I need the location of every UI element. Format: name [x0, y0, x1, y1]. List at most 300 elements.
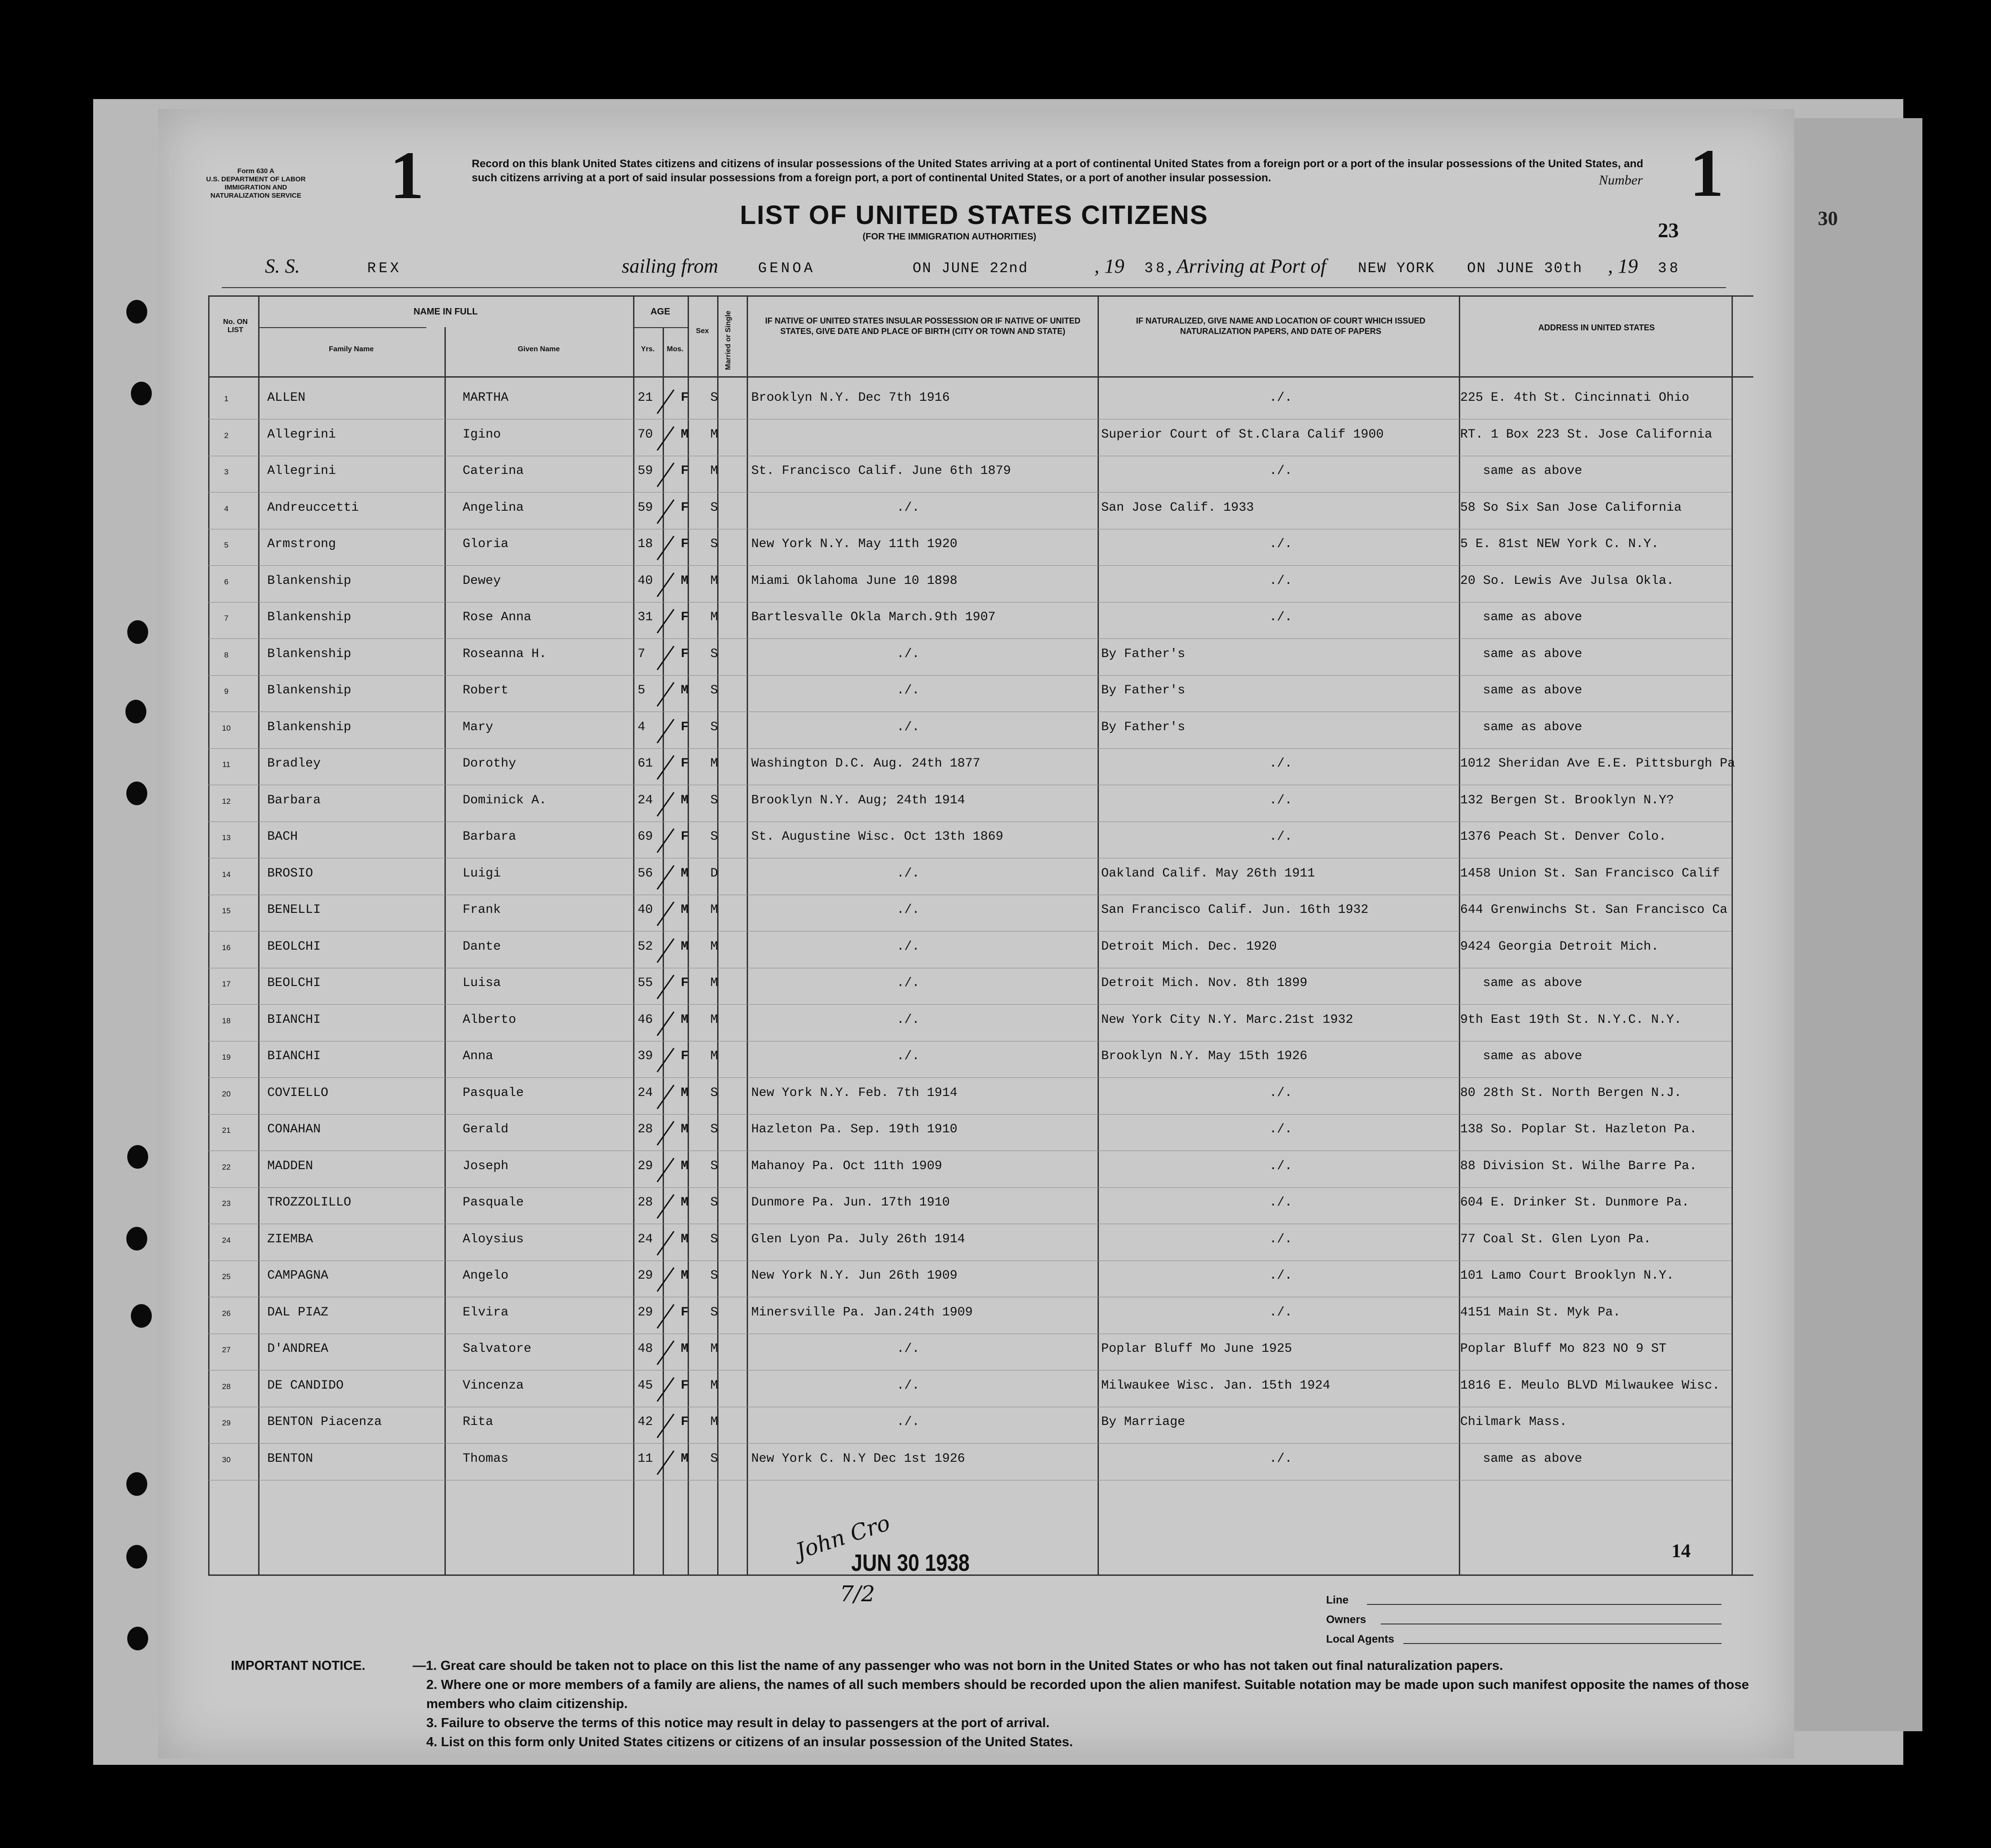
cell-nat: By Father's [1101, 683, 1185, 697]
cell-sex: F [681, 537, 689, 551]
table-row [208, 423, 1753, 459]
cell-sex: M [681, 1232, 689, 1246]
cell-given: Anna [463, 1049, 494, 1063]
check-slash [657, 975, 674, 999]
cell-family: Blankenship [267, 720, 351, 734]
cell-ms: S [710, 1122, 718, 1136]
cell-family: ALLEN [267, 391, 306, 405]
cell-birth: New York N.Y. Feb. 7th 1914 [751, 1086, 958, 1100]
cell-addr: Poplar Bluff Mo 823 NO 9 ST [1460, 1342, 1667, 1356]
check-slash [657, 719, 674, 743]
cell-addr: same as above [1483, 1452, 1582, 1466]
cell-birth: Glen Lyon Pa. July 26th 1914 [751, 1232, 965, 1246]
cell-no: 20 [222, 1090, 231, 1098]
cell-addr: 9424 Georgia Detroit Mich. [1460, 940, 1659, 954]
cell-birth: Hazleton Pa. Sep. 19th 1910 [751, 1122, 958, 1136]
cell-no: 13 [222, 833, 231, 842]
departure-year-prefix: , 19 [1094, 255, 1124, 277]
cell-sex: F [681, 1305, 689, 1320]
check-slash [657, 1267, 674, 1292]
cell-birth: ./. [897, 867, 920, 881]
check-slash [657, 426, 674, 451]
cell-age: 21 [638, 391, 653, 405]
header-address: ADDRESS IN UNITED STATES [1538, 323, 1655, 332]
punch-hole [131, 382, 152, 405]
cell-addr: 225 E. 4th St. Cincinnati Ohio [1460, 391, 1690, 405]
cell-no: 17 [222, 980, 231, 988]
check-slash [657, 609, 674, 633]
header-family-name: Family Name [329, 345, 374, 353]
cell-given: Dominick A. [463, 793, 547, 807]
cell-addr: 132 Bergen St. Brooklyn N.Y? [1460, 793, 1674, 807]
arrival-year-prefix: , 19 [1608, 255, 1638, 277]
cell-age: 28 [638, 1195, 653, 1210]
cell-sex: M [681, 683, 689, 697]
cell-nat: ./. [1269, 830, 1292, 844]
cell-family: Blankenship [267, 647, 351, 661]
line-field-rule [1367, 1604, 1722, 1605]
table-row [208, 533, 1753, 569]
table-row [208, 1301, 1753, 1337]
cell-ms: M [710, 1049, 718, 1063]
arriving-label: , Arriving at Port of [1167, 255, 1326, 277]
cell-nat: ./. [1269, 464, 1292, 478]
cell-nat: ./. [1269, 1122, 1292, 1136]
table-row [208, 935, 1753, 971]
header-birth: IF NATIVE OF UNITED STATES INSULAR POSSESSION OR IF NATIVE OF UNITED STATES, GIVE DATE AND PLACE OF BIRTH (CITY OR TOWN AND STATE) [765, 316, 1081, 336]
number-label: Number [1599, 173, 1643, 188]
cell-addr: 20 So. Lewis Ave Julsa Okla. [1460, 574, 1674, 588]
cell-addr: same as above [1483, 610, 1582, 624]
cell-nat: By Father's [1101, 647, 1185, 661]
cell-family: Armstrong [267, 537, 336, 551]
cell-given: Dante [463, 940, 501, 954]
punch-hole [127, 1145, 148, 1169]
cell-family: Bradley [267, 757, 321, 771]
cell-ms: S [710, 793, 718, 807]
cell-no: 3 [224, 468, 229, 476]
cell-no: 23 [222, 1199, 231, 1208]
cell-given: Angelina [463, 501, 524, 515]
cell-sex: F [681, 720, 689, 734]
cell-family: Blankenship [267, 574, 351, 588]
cell-birth: ./. [897, 1013, 920, 1027]
check-slash [657, 1450, 674, 1475]
cell-nat: ./. [1269, 1305, 1292, 1320]
check-slash [657, 755, 674, 780]
cell-birth: ./. [897, 903, 920, 917]
cell-birth: St. Augustine Wisc. Oct 13th 1869 [751, 830, 1003, 844]
cell-birth: New York C. N.Y Dec 1st 1926 [751, 1452, 965, 1466]
cell-no: 10 [222, 724, 231, 732]
cell-nat: New York City N.Y. Marc.21st 1932 [1101, 1013, 1353, 1027]
cell-sex: F [681, 757, 689, 771]
cell-given: MARTHA [463, 391, 509, 405]
cell-no: 7 [224, 614, 229, 623]
arrival-port: NEW YORK [1358, 260, 1435, 277]
name-subheader-line [258, 327, 426, 328]
cell-given: Gerald [463, 1122, 509, 1136]
cell-age: 7 [638, 647, 645, 661]
check-slash [657, 902, 674, 926]
cell-addr: same as above [1483, 720, 1582, 734]
row-divider [208, 1114, 1732, 1115]
cell-age: 24 [638, 1086, 653, 1100]
cell-ms: M [710, 757, 718, 771]
cell-addr: 58 So Six San Jose California [1460, 501, 1682, 515]
cell-given: Caterina [463, 464, 524, 478]
check-slash [657, 1158, 674, 1182]
cell-no: 4 [224, 504, 229, 513]
cell-nat: Poplar Bluff Mo June 1925 [1101, 1342, 1292, 1356]
cell-addr: 1458 Union St. San Francisco Calif [1460, 867, 1720, 881]
cell-age: 40 [638, 903, 653, 917]
cell-given: Gloria [463, 537, 509, 551]
cell-addr: 1376 Peach St. Denver Colo. [1460, 830, 1667, 844]
punch-hole [126, 1227, 147, 1250]
cell-age: 29 [638, 1305, 653, 1320]
cell-age: 59 [638, 464, 653, 478]
cell-given: Luigi [463, 867, 501, 881]
row-divider [208, 1077, 1732, 1078]
cell-no: 6 [224, 578, 229, 586]
cell-family: BROSIO [267, 867, 313, 881]
cell-nat: ./. [1269, 1452, 1292, 1466]
cell-birth: Dunmore Pa. Jun. 17th 1910 [751, 1195, 950, 1210]
cell-birth: Brooklyn N.Y. Aug; 24th 1914 [751, 793, 965, 807]
check-slash [657, 1231, 674, 1255]
cell-sex: F [681, 464, 689, 478]
cell-birth: ./. [897, 940, 920, 954]
cell-sex: M [681, 574, 689, 588]
cell-nat: Oakland Calif. May 26th 1911 [1101, 867, 1315, 881]
cell-nat: Milwaukee Wisc. Jan. 15th 1924 [1101, 1379, 1331, 1393]
cell-family: CAMPAGNA [267, 1269, 329, 1283]
cell-age: 40 [638, 574, 653, 588]
cell-sex: M [681, 940, 689, 954]
cell-addr: 1816 E. Meulo BLVD Milwaukee Wisc. [1460, 1379, 1720, 1393]
cell-sex: M [681, 1122, 689, 1136]
table-row [208, 459, 1753, 496]
table-row [208, 752, 1753, 788]
cell-no: 12 [222, 797, 231, 806]
header-sex: Sex [696, 327, 709, 335]
agents-field-rule [1403, 1643, 1722, 1644]
cell-given: Rose Anna [463, 610, 532, 624]
row-divider [208, 638, 1732, 639]
table-row [208, 971, 1753, 1008]
cell-nat: ./. [1269, 1195, 1292, 1210]
cell-given: Dorothy [463, 757, 516, 771]
check-slash [657, 1121, 674, 1146]
cell-nat: Detroit Mich. Dec. 1920 [1101, 940, 1277, 954]
cell-ms: S [710, 647, 718, 661]
voyage-underline [222, 287, 1726, 288]
cell-age: 70 [638, 428, 653, 442]
header-yrs: Yrs. [641, 345, 655, 353]
cell-ms: S [710, 1269, 718, 1283]
cell-addr: 644 Grenwinchs St. San Francisco Ca [1460, 903, 1728, 917]
table-row [208, 825, 1753, 862]
cell-family: BENTON [267, 1452, 313, 1466]
header-given-name: Given Name [518, 345, 560, 353]
check-slash [657, 389, 674, 414]
cell-given: Dewey [463, 574, 501, 588]
cell-ms: M [710, 976, 718, 990]
cell-ms: M [710, 1013, 718, 1027]
cell-nat: ./. [1269, 1086, 1292, 1100]
table-row [208, 386, 1753, 423]
header-married-single: Married or Single [724, 310, 732, 370]
cell-age: 29 [638, 1269, 653, 1283]
cell-sex: F [681, 1049, 689, 1063]
cell-birth: New York N.Y. Jun 26th 1909 [751, 1269, 958, 1283]
table-row [208, 789, 1753, 825]
cell-sex: M [681, 867, 689, 881]
cell-birth: Brooklyn N.Y. Dec 7th 1916 [751, 391, 950, 405]
cell-addr: 80 28th St. North Bergen N.J. [1460, 1086, 1682, 1100]
cell-no: 9 [224, 687, 229, 696]
handwritten-initials: 7/2 [840, 1581, 875, 1607]
cell-given: Rita [463, 1415, 494, 1429]
cell-given: Pasquale [463, 1086, 524, 1100]
cell-birth: Mahanoy Pa. Oct 11th 1909 [751, 1159, 943, 1173]
table-row [208, 862, 1753, 898]
cell-birth: ./. [897, 1342, 920, 1356]
cell-sex: F [681, 1415, 689, 1429]
cell-no: 8 [224, 651, 229, 659]
cell-no: 2 [224, 431, 229, 440]
cell-nat: ./. [1269, 537, 1292, 551]
check-slash [657, 646, 674, 670]
background-page-edge [1772, 118, 1922, 1731]
table-row [208, 569, 1753, 606]
cell-nat: Detroit Mich. Nov. 8th 1899 [1101, 976, 1307, 990]
cell-age: 24 [638, 1232, 653, 1246]
cell-birth: ./. [897, 1379, 920, 1393]
cell-birth: ./. [897, 1415, 920, 1429]
cell-no: 28 [222, 1382, 231, 1391]
punch-hole [126, 1472, 147, 1496]
check-slash [657, 828, 674, 853]
cell-no: 5 [224, 541, 229, 549]
intro-text: Record on this blank United States citizens and citizens of insular possessions of the United States arriving at a port of continental United States from a foreign port or a port of the insular possessions of the United States, and such citizens arriving at a port of said insular possessions from a foreign port, a port of continental United States, or a port of another insular possession. [472, 158, 1643, 184]
check-slash [657, 499, 674, 524]
sailing-from-label: sailing from [622, 255, 719, 277]
cell-family: Blankenship [267, 610, 351, 624]
punch-hole [127, 1627, 148, 1650]
check-slash [657, 1304, 674, 1329]
cell-ms: D [710, 867, 718, 881]
cell-ms: S [710, 501, 718, 515]
header-name-in-full: NAME IN FULL [413, 307, 478, 317]
check-slash [657, 1194, 674, 1219]
table-row [208, 1228, 1753, 1264]
row-divider [208, 748, 1732, 749]
check-slash [657, 1414, 674, 1438]
cell-family: BIANCHI [267, 1049, 321, 1063]
table-row [208, 606, 1753, 642]
cell-given: Barbara [463, 830, 516, 844]
cell-birth: St. Francisco Calif. June 6th 1879 [751, 464, 1011, 478]
header-naturalized: IF NATURALIZED, GIVE NAME AND LOCATION OF COURT WHICH ISSUED NATURALIZATION PAPERS, AND DATE OF PAPERS [1136, 316, 1426, 336]
cell-age: 59 [638, 501, 653, 515]
cell-family: DAL PIAZ [267, 1305, 329, 1320]
cell-birth: ./. [897, 976, 920, 990]
cell-no: 1 [224, 394, 229, 403]
cell-family: Blankenship [267, 683, 351, 697]
cell-addr: 4151 Main St. Myk Pa. [1460, 1305, 1621, 1320]
cell-age: 69 [638, 830, 653, 844]
cell-sex: M [681, 903, 689, 917]
cell-birth: ./. [897, 683, 920, 697]
table-header-border [208, 376, 1753, 378]
cell-family: Barbara [267, 793, 321, 807]
official-signature: John Cro [793, 1510, 893, 1564]
cell-given: Roseanna H. [463, 647, 547, 661]
cell-given: Salvatore [463, 1342, 532, 1356]
cell-age: 52 [638, 940, 653, 954]
age-subheader-line [633, 327, 688, 328]
cell-age: 11 [638, 1452, 653, 1466]
cell-ms: M [710, 940, 718, 954]
punch-hole [131, 1304, 152, 1328]
cell-age: 61 [638, 757, 653, 771]
punch-hole [126, 1545, 147, 1569]
cell-given: Igino [463, 428, 501, 442]
cell-birth: Minersville Pa. Jan.24th 1909 [751, 1305, 973, 1320]
cell-no: 26 [222, 1309, 231, 1318]
cell-birth: ./. [897, 720, 920, 734]
cell-no: 22 [222, 1163, 231, 1171]
check-slash [657, 573, 674, 597]
cell-ms: S [710, 1086, 718, 1100]
cell-family: MADDEN [267, 1159, 313, 1173]
cell-ms: M [710, 1415, 718, 1429]
header-mos: Mos. [667, 345, 684, 353]
cell-no: 16 [222, 943, 231, 952]
cell-no: 14 [222, 870, 231, 879]
table-row [208, 1008, 1753, 1045]
cell-no: 29 [222, 1419, 231, 1427]
cell-no: 11 [222, 760, 230, 769]
table-row [208, 679, 1753, 715]
check-slash [657, 792, 674, 817]
cell-ms: M [710, 464, 718, 478]
row-divider [208, 1187, 1732, 1188]
cell-age: 24 [638, 793, 653, 807]
cell-sex: M [681, 1013, 689, 1027]
cell-given: Frank [463, 903, 501, 917]
cell-family: BEOLCHI [267, 976, 321, 990]
table-top-border [208, 295, 1753, 297]
cell-no: 15 [222, 907, 231, 915]
cell-age: 29 [638, 1159, 653, 1173]
corner-number: 30 [1818, 207, 1838, 229]
cell-birth: ./. [897, 1049, 920, 1063]
cell-family: Allegrini [267, 464, 336, 478]
cell-birth: ./. [897, 501, 920, 515]
cell-sex: M [681, 793, 689, 807]
manifest-sheet [158, 109, 1794, 1758]
cell-nat: ./. [1269, 1232, 1292, 1246]
footer-fields: Line Owners Local Agents [1326, 1594, 1394, 1645]
cell-birth: ./. [897, 647, 920, 661]
cell-ms: S [710, 720, 718, 734]
cell-addr: 5 E. 81st NEW York C. N.Y. [1460, 537, 1659, 551]
check-slash [657, 463, 674, 487]
cell-ms: S [710, 391, 718, 405]
cell-addr: same as above [1483, 647, 1582, 661]
cell-family: CONAHAN [267, 1122, 321, 1136]
cell-sex: M [681, 428, 689, 442]
cell-age: 55 [638, 976, 653, 990]
cell-family: ZIEMBA [267, 1232, 313, 1246]
cell-sex: F [681, 501, 689, 515]
cell-given: Luisa [463, 976, 501, 990]
cell-no: 30 [222, 1455, 231, 1464]
date-stamp: JUN 30 1938 [851, 1550, 970, 1576]
table-row [208, 716, 1753, 752]
cell-ms: S [710, 1159, 718, 1173]
page-subtitle: (FOR THE IMMIGRATION AUTHORITIES) [863, 232, 1037, 242]
cell-given: Thomas [463, 1452, 509, 1466]
cell-addr: same as above [1483, 683, 1582, 697]
departure-date: ON JUNE 22nd [913, 260, 1028, 277]
cell-sex: F [681, 647, 689, 661]
cell-given: Vincenza [463, 1379, 524, 1393]
cell-addr: same as above [1483, 464, 1582, 478]
cell-nat: ./. [1269, 610, 1292, 624]
header-age: AGE [650, 307, 670, 317]
punch-hole [127, 620, 148, 644]
cell-addr: RT. 1 Box 223 St. Jose California [1460, 428, 1712, 442]
row-divider [208, 602, 1732, 603]
row-divider [208, 1004, 1732, 1005]
cell-ms: M [710, 1342, 718, 1356]
cell-nat: By Father's [1101, 720, 1185, 734]
cell-addr: 604 E. Drinker St. Dunmore Pa. [1460, 1195, 1690, 1210]
cell-sex: M [681, 1269, 689, 1283]
cell-family: BENTON Piacenza [267, 1415, 382, 1429]
table-row [208, 1337, 1753, 1374]
cell-ms: S [710, 683, 718, 697]
check-slash [657, 1377, 674, 1402]
cell-age: 39 [638, 1049, 653, 1063]
check-slash [657, 1340, 674, 1365]
cell-sex: F [681, 1379, 689, 1393]
cell-nat: ./. [1269, 757, 1292, 771]
ss-label: S. S. [265, 255, 300, 277]
cell-ms: M [710, 1379, 718, 1393]
cell-given: Joseph [463, 1159, 509, 1173]
cell-addr: 88 Division St. Wilhe Barre Pa. [1460, 1159, 1697, 1173]
cell-birth: New York N.Y. May 11th 1920 [751, 537, 958, 551]
cell-no: 18 [222, 1016, 231, 1025]
arrival-year: 38 [1658, 260, 1681, 277]
cell-sex: M [681, 1452, 689, 1466]
passenger-table-body [208, 386, 1753, 1568]
list-number-right: 1 [1690, 135, 1724, 211]
cell-given: Pasquale [463, 1195, 524, 1210]
row-divider [208, 1443, 1732, 1444]
check-slash [657, 682, 674, 707]
cell-no: 21 [222, 1126, 231, 1135]
table-row [208, 1447, 1753, 1484]
punch-hole [125, 700, 146, 723]
cell-addr: 1012 Sheridan Ave E.E. Pittsburgh Pa [1460, 757, 1735, 771]
cell-no: 19 [222, 1053, 231, 1061]
